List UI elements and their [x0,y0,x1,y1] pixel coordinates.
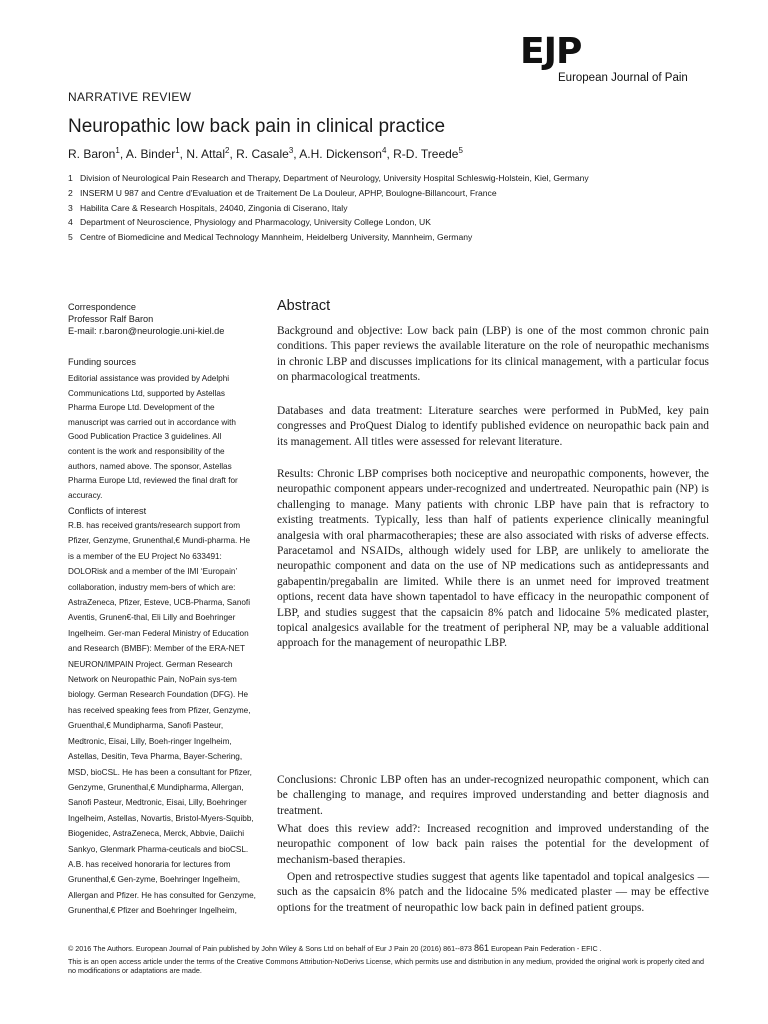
journal-name: European Journal of Pain [558,72,688,84]
affiliation-text: Department of Neuroscience, Physiology and Pharmacology, University College London, UK [80,217,431,228]
author-name: R-D. Treede [393,147,459,161]
affiliation-number: 4 [68,217,73,228]
abstract-databases [277,404,709,450]
author-list: R. Baron$^1$, A. Binder$^1$, N. Attal$^2$, R. Casale$^3$, A.H. Dickenson$^4$, R-D. Treede$^5$ [68,146,463,161]
conflicts-heading: Conflicts of interest [68,506,147,516]
affiliation-item [68,230,708,245]
journal-logo: EJP [520,31,582,72]
author-name: R. Casale [236,147,289,161]
footer-license: This is an open access article under the terms of the Creative Commons Attribution-NoDerivs License, which permits use and distribution in any medium, provided the original work is properly cited and no modifications or adaptations are made. [68,956,704,976]
affiliation-item [68,171,708,186]
article-title: Neuropathic low back pain in clinical practice [68,116,446,137]
article-type: NARRATIVE REVIEW [68,90,192,104]
footer-copyright-post: European Pain Federation - EFIC . [490,944,602,953]
affiliation-text: INSERM U 987 and Centre d'Evaluation et de Traitement De La Douleur, APHP, Boulogne-Billancourt, France [80,187,497,198]
footer-copyright-pre: © 2016 The Authors. European Journal of Pain published by John Wiley & Sons Ltd on behalf of Eur J Pain 20 (2016) 861--873 [68,944,472,953]
author-name: R. Baron [68,147,116,161]
author-affiliation-mark: 4 [381,146,387,155]
abstract-conclusions [277,773,709,819]
abstract-heading: Abstract [277,298,331,314]
affiliation-text: Division of Neurological Pain Research and Therapy, Department of Neurology, University Hospital Schleswig-Holstein, Kiel, Germany [80,173,589,183]
affiliation-item [68,215,708,230]
affiliation-item [68,186,708,201]
author-affiliation-mark: 1 [175,146,180,155]
abstract-what-adds [277,822,709,868]
abstract-results-text: Results: Chronic LBP comprises both nociceptive and neuropathic components, however, the neuropathic component appears under-recognized and undertreated. Neuropathic pain (NP) is challenging to manage. Many patients with chronic LBP have pain that is refractory to existing treatments. Typically, less than half of patients experience clinically meaningful analgesia with oral pharmacotherapies; these are also associated with risks of adverse effects. Paracetamol and NSAIDs, although widely used for LBP, are unlikely to ameliorate the neuropathic component and data on the use of NP medications such as antidepressants and gabapentin/pregabalin are limited. While there is an unmet need for improved treatment options, recent data have shown tapentadol to have efficacy in the neuropathic component of LBP, and studies suggest that the capsaicin 8% patch and lidocaine 5% medicated plaster, topical analgesics available for the treatment of peripheral NP, may be a valuable additional approach for the management of neuropathic LBP. [277,468,709,650]
author-affiliation-mark: 1 [115,146,120,155]
author-affiliation-mark: 3 [288,146,294,155]
abstract-conclusions-text: Conclusions: Chronic LBP often has an under-recognized neuropathic component, which can be challenging to manage, and requires improved understanding and better diagnosis and treatment. [277,774,709,817]
affiliation-item [68,201,708,216]
abstract-background-text: Background and objective: Low back pain (LBP) is one of the most common chronic pain conditions. This paper reviews the available literature on the role of neuropathic mechanisms in chronic LBP and discusses implications for its clinical management, with a particular focus on pharmacological treatments. [277,325,709,384]
abstract-results [277,467,709,652]
affiliation-number: 1 [68,173,73,183]
page-footer [68,944,708,976]
affiliation-text: Centre of Biomedicine and Medical Technology Mannheim, Heidelberg University, Mannheim, Germany [80,232,473,243]
abstract-what-adds-text: What does this review add?: Increased recognition and improved understanding of the neuropathic component of low back pain raises the potential for the development of mechanism-based therapies. [277,823,709,866]
author-name: A.H. Dickenson [299,147,382,161]
abstract-background [277,324,709,386]
footer-copyright [68,944,708,954]
abstract-open-studies [277,870,709,916]
abstract-open-studies-text: Open and retrospective studies suggest that agents like tapentadol and topical analgesics — such as the capsaicin 8% patch and the lidocaine 5% medicated plaster — may be effective options for the treatment of neuropathic low back pain in defined patient groups. [277,871,709,914]
affiliation-text: Habilita Care & Research Hospitals, 24040, Zingonia di Ciserano, Italy [80,202,348,213]
funding-text: Editorial assistance was provided by Adelphi Communications Ltd, supported by Astellas Pharma Europe Ltd. Development of the manuscript was carried out in accordance with Good Publication Practice 3 guidelines. All content is the work and responsibility of the authors, named above. The sponsor, Astellas Pharma Europe Ltd, reviewed the final draft for accuracy. [68,374,238,500]
affiliation-number: 2 [68,187,73,198]
funding-heading: Funding sources [68,357,136,367]
author-name: A. Binder [125,147,176,161]
author-name: N. Attal [186,147,225,161]
correspondence-block [68,301,268,338]
correspondence-heading: Correspondence [68,302,136,312]
correspondence-email[interactable]: E-mail: r.baron@neurologie.uni-kiel.de [68,326,225,337]
correspondence-name: Professor Ralf Baron [68,314,154,325]
affiliation-number: 3 [68,202,73,213]
conflicts-text: R.B. has received grants/research support from Pfizer, Genzyme, Grunenthal,€ Mundi-pharma. He is a member of the EU Project No 633491: DOLORisk and a member of the IMI ‘Europain’ collaboration, industry mem-bers of which are: AstraZeneca, Pfizer, Esteve, UCB-Pharma, Sanofi Aventis, Grunen€-thal, Eli Lilly and Boehringer Ingelheim. Ger-man Federal Ministry of Education and Research (BMBF): Member of the ERA-NET NEURON/IMPAIN Project. German Research Network on Neuropathic Pain, NoPain sys-tem biology. German Research Foundation (DFG). He has received speaking fees from Pfizer, Genzyme, Gruenthal,€ Mundipharma, Sanofi Pasteur, Medtronic, Eisai, Lilly, Boeh-ringer Ingelheim, Astellas, Desitin, Teva Pharma, Bayer-Schering, MSD, bioCSL. He has been a consultant for Pfizer, Genzyme, Grunenthal,€ Mundipharma, Allergan, Sanofi Pasteur, Medtronic, Eisai, Lilly, Boehringer Ingelheim, Astellas, Novartis, Bristol-Myers-Squibb, Biogenidec, AstraZeneca, Merck, Abbvie, Daiichi Sankyo, Glenmark Pharma-ceuticals and bioCSL. A.B. has received honoraria for lectures from Grunenthal,€ Gen-zyme, Boehringer Ingelheim, Allergan and Pfizer. He has consulted for Genzyme, Grunenthal,€ Pfizer and Boehringer Ingelheim, [68,521,256,916]
affiliation-number: 5 [68,232,73,243]
author-affiliation-mark: 5 [458,146,463,155]
affiliation-list [68,171,708,245]
page-number: 861 [473,943,489,953]
author-affiliation-mark: 2 [225,146,230,155]
abstract-databases-text: Databases and data treatment: Literature searches were performed in PubMed, key pain congresses and ProQuest Dialog to identify published evidence on neuropathic back pain and its management. All titles were assessed for relevant literature. [277,405,709,448]
